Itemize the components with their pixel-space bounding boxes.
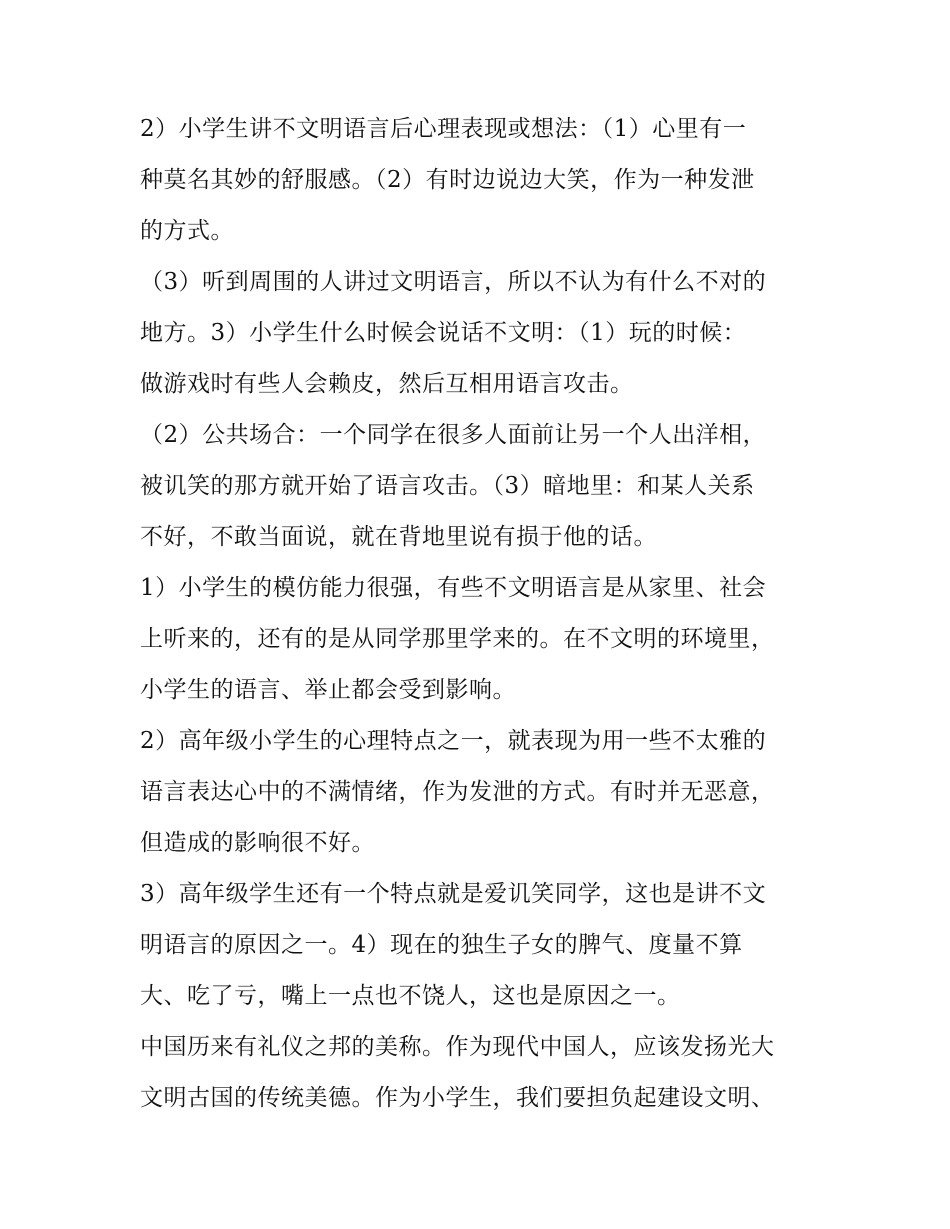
text-line: （2）公共场合：一个同学在很多人面前让另一个人出洋相，: [140, 422, 767, 448]
text-line: 3）高年级学生还有一个特点就是爱讥笑同学，这也是讲不文: [140, 881, 767, 907]
text-line: 做游戏时有些人会赖皮，然后互相用语言攻击。: [140, 371, 634, 397]
text-line: 小学生的语言、举止都会受到影响。: [140, 677, 516, 703]
text-line: 大、吃了亏，嘴上一点也不饶人，这也是原因之一。: [140, 983, 681, 1009]
text-line: 上听来的，还有的是从同学那里学来的。在不文明的环境里，: [140, 626, 775, 652]
text-line: 但造成的影响很不好。: [140, 830, 375, 856]
text-line: 的方式。: [140, 218, 234, 244]
text-line: 语言表达心中的不满情绪，作为发泄的方式。有时并无恶意，: [140, 779, 775, 805]
text-line: 不好，不敢当面说，就在背地里说有损于他的话。: [140, 524, 657, 550]
text-line: 文明古国的传统美德。作为小学生，我们要担负起建设文明、: [140, 1085, 775, 1111]
text-line: 2）高年级小学生的心理特点之一，就表现为用一些不太雅的: [140, 728, 767, 754]
text-line: 中国历来有礼仪之邦的美称。作为现代中国人，应该发扬光大: [140, 1034, 775, 1060]
text-line: 地方。3）小学生什么时候会说话不文明：（1）玩的时候：: [140, 320, 747, 346]
document-body: [140, 104, 840, 1124]
text-line: 明语言的原因之一。4）现在的独生子女的脾气、度量不算: [140, 932, 743, 958]
text-line: 种莫名其妙的舒服感。（2）有时边说边大笑，作为一种发泄: [140, 167, 755, 193]
text-line: （3）听到周围的人讲过文明语言，所以不认为有什么不对的: [140, 269, 767, 295]
text-line: 被讥笑的那方就开始了语言攻击。（3）暗地里：和某人关系: [140, 473, 755, 499]
text-line: 2）小学生讲不文明语言后心理表现或想法：（1）心里有一: [140, 116, 747, 142]
text-line: 1）小学生的模仿能力很强，有些不文明语言是从家里、社会: [140, 575, 767, 601]
